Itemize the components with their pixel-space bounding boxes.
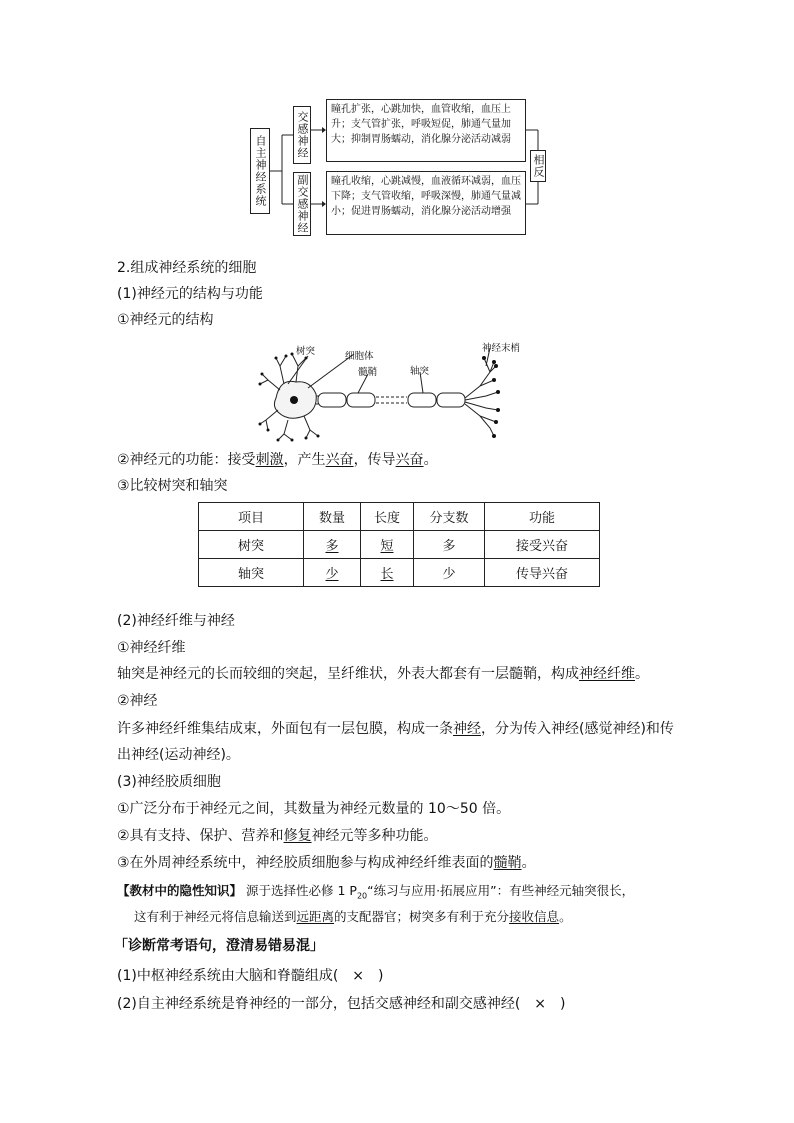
label-cell-body: 细胞体: [345, 351, 374, 362]
hidden-note-receive: 接收信息: [509, 909, 560, 924]
table-cell: 少: [414, 559, 485, 587]
nerve-text-line2: 出神经(运动神经)。: [117, 747, 240, 763]
fiber-text-pre: 轴突是神经元的长而较细的突起，呈纤维状，外表大都套有一层髓鞘，构成: [117, 666, 579, 682]
hidden-note-line2-pre: 这有利于神经元将信息输送到: [134, 909, 297, 924]
glia-3-pre: ③在外周神经系统中，神经胶质细胞参与构成神经纤维表面的: [117, 855, 494, 871]
glia-item-3: [117, 853, 536, 873]
heading-2-1: (1)神经元的结构与功能: [117, 286, 263, 302]
function-excite1: 兴奋: [325, 452, 354, 468]
hidden-note-page: 20: [356, 891, 368, 901]
glia-2-post: 神经元等多种功能。: [311, 828, 438, 844]
nerve-text-post: ，分为传入神经(感觉神经)和传: [481, 721, 674, 737]
table-row: [199, 559, 600, 587]
label-dendrite: 树突: [296, 346, 316, 357]
table-cell: 长: [361, 559, 414, 587]
item-structure: ①神经元的结构: [117, 312, 214, 328]
relation-box: 相反: [530, 150, 546, 182]
nerve-title: ②神经: [117, 693, 158, 709]
function-mid2: ，传导: [353, 452, 396, 468]
diagnosis-item-2: (2)自主神经系统是脊神经的一部分，包括交感神经和副交感神经( × ): [117, 996, 566, 1012]
glia-2-term: 修复: [283, 828, 312, 844]
hidden-note-pre: 源于选择性必修 1 P: [246, 883, 357, 898]
header-cell: 项目: [199, 503, 304, 531]
hidden-note-far: 远距离: [296, 909, 335, 924]
table-cell: 传导兴奋: [485, 559, 600, 587]
function-excite2: 兴奋: [395, 452, 424, 468]
heading-2-3: (3)神经胶质细胞: [117, 774, 221, 790]
header-cell: 数量: [304, 503, 361, 531]
label-axon: 轴突: [410, 366, 430, 377]
hidden-note-mid: “练习与应用·拓展应用”：有些神经元轴突很长，: [367, 883, 635, 898]
glia-item-2: [117, 826, 438, 846]
compare-table: [198, 502, 600, 587]
glia-3-term: 髓鞘: [493, 855, 522, 871]
table-cell: 轴突: [199, 559, 304, 587]
hidden-note-line2: [134, 907, 572, 927]
label-myelin: 髓鞘: [358, 367, 378, 378]
table-cell: 接受兴奋: [485, 531, 600, 559]
fiber-title: ①神经纤维: [117, 640, 186, 656]
hidden-note-line2-mid: 的支配器官；树突多有利于充分: [334, 909, 510, 924]
table-cell: 多: [414, 531, 485, 559]
diagram-root-box: 自主神经系统: [250, 128, 270, 214]
header-cell: 分支数: [414, 503, 485, 531]
function-stimulus: 刺激: [255, 452, 284, 468]
diagram-connectors: [0, 0, 794, 260]
header-cell: 功能: [485, 503, 600, 531]
parasympathetic-effects: 瞳孔收缩，心跳减慢，血液循环减弱，血压下降；支气管收缩，呼吸深慢，肺通气量减小；促进胃肠蠕动，消化腺分泌活动增强: [326, 171, 526, 235]
nerve-text-pre: 许多神经纤维集结成束，外面包有一层包膜，构成一条: [117, 721, 453, 737]
diagnosis-title: 「诊断常考语句，澄清易错易混」: [114, 938, 324, 954]
diagnosis-item-1: (1)中枢神经系统由大脑和脊髓组成( × ): [117, 968, 384, 984]
neuron-function: [117, 450, 438, 470]
heading-2-2: (2)神经纤维与神经: [117, 613, 235, 629]
hidden-note-line2-end: 。: [559, 909, 572, 924]
function-end: 。: [423, 452, 438, 468]
heading-2: 2.组成神经系统的细胞: [117, 260, 257, 276]
hidden-note: [117, 881, 634, 907]
sympathetic-effects: 瞳孔扩张，心跳加快，血管收缩，血压上升；支气管扩张，呼吸短促，肺通气量加大；抑制胃肠蠕动，消化腺分泌活动减弱: [326, 99, 526, 162]
glia-3-post: 。: [521, 855, 536, 871]
parasympathetic-box: 副交感神经: [293, 172, 311, 236]
function-mid1: ，产生: [283, 452, 326, 468]
table-header-row: [199, 503, 600, 531]
header-cell: 长度: [361, 503, 414, 531]
glia-2-pre: ②具有支持、保护、营养和: [117, 828, 284, 844]
nerve-text: [117, 719, 674, 739]
fiber-text: [117, 664, 649, 684]
function-prefix: ②神经元的功能：接受: [117, 452, 256, 468]
table-row: [199, 531, 600, 559]
label-terminal: 神经末梢: [482, 343, 521, 354]
table-cell: 少: [304, 559, 361, 587]
compare-title: ③比较树突和轴突: [117, 478, 228, 494]
hidden-note-tag: 【教材中的隐性知识】: [117, 883, 243, 898]
table-cell: 多: [304, 531, 361, 559]
fiber-text-term: 神经纤维: [579, 666, 635, 682]
table-cell: 树突: [199, 531, 304, 559]
table-cell: 短: [361, 531, 414, 559]
fiber-text-post: 。: [635, 666, 649, 682]
nerve-text-term: 神经: [453, 721, 481, 737]
glia-item-1: ①广泛分布于神经元之间，其数量为神经元数量的 10～50 倍。: [117, 801, 511, 817]
sympathetic-box: 交感神经: [293, 106, 311, 164]
